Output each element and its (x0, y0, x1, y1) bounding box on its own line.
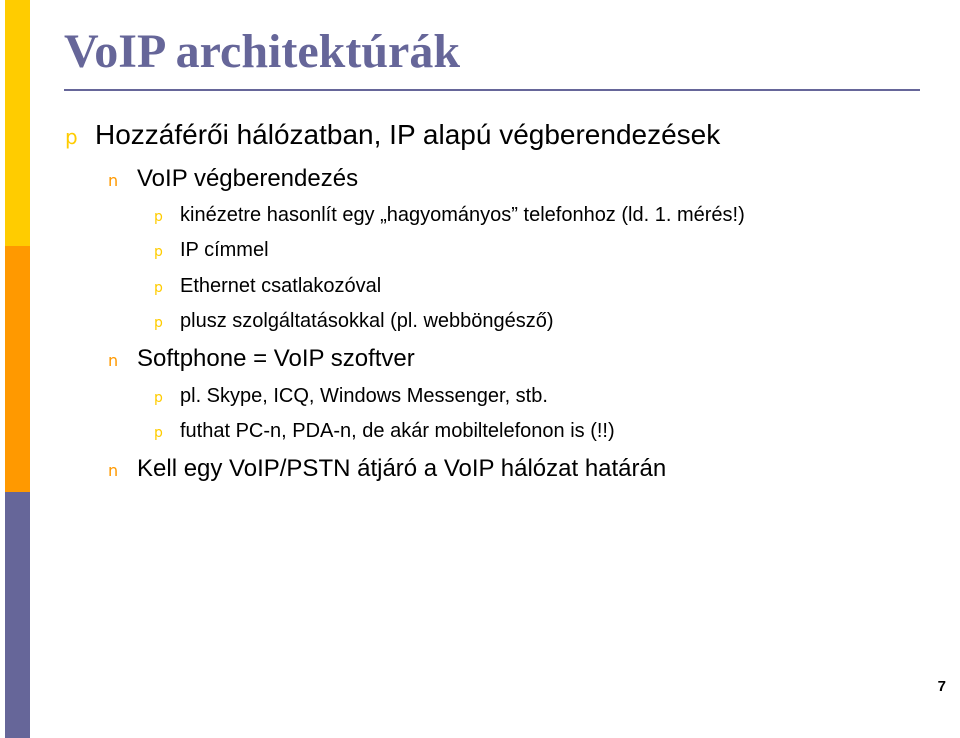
bullet-icon: p (154, 315, 163, 331)
list-item-text: Ethernet csatlakozóval (180, 275, 382, 297)
list-item-text: Softphone = VoIP szoftver (137, 345, 415, 372)
bullet-icon: p (154, 209, 163, 225)
bullet-icon: n (108, 351, 119, 370)
list-item-text: futhat PC-n, PDA-n, de akár mobiltelefonon is (!!) (180, 420, 615, 442)
list-item-text: kinézetre hasonlít egy „hagyományos” telefonhoz (ld. 1. mérés!) (180, 204, 745, 226)
page-number: 7 (937, 678, 946, 695)
side-bar-purple-segment (5, 492, 30, 738)
bullet-icon: p (65, 125, 78, 149)
list-item-text: Hozzáférői hálózatban, IP alapú végberendezések (95, 119, 721, 150)
side-bar-orange-segment (5, 246, 30, 492)
list-item-text: IP címmel (180, 239, 269, 261)
list-item-text: VoIP végberendezés (137, 165, 359, 192)
decorative-side-bar (5, 0, 30, 738)
slide-title: VoIP architektúrák (64, 25, 461, 78)
list-item-text: plusz szolgáltatásokkal (pl. webböngésző) (180, 310, 554, 332)
side-bar-yellow-segment (5, 0, 30, 246)
list-item-text: pl. Skype, ICQ, Windows Messenger, stb. (180, 385, 548, 407)
bullet-icon: p (154, 390, 163, 406)
list-item-text: Kell egy VoIP/PSTN átjáró a VoIP hálózat határán (137, 455, 667, 482)
bullet-icon: p (154, 425, 163, 441)
title-underline (64, 89, 920, 91)
bullet-icon: n (108, 461, 119, 480)
bullet-icon: n (108, 171, 119, 190)
bullet-icon: p (154, 244, 163, 260)
bullet-icon: p (154, 280, 163, 296)
